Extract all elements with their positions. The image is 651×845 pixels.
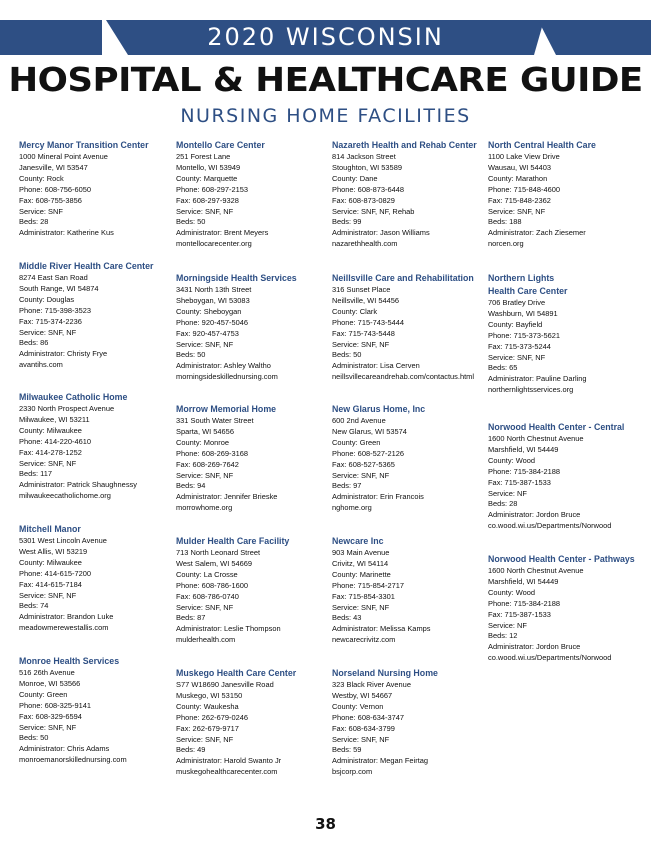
facility-detail-line: Crivitz, WI 54114 xyxy=(332,558,389,568)
facility-detail-line: New Glarus, WI 53574 xyxy=(332,426,407,436)
header-banner xyxy=(0,0,651,56)
facility-detail-line: Phone: 715-398-3523 xyxy=(19,305,92,315)
facility-detail-line: milwaukeecatholichome.org xyxy=(19,491,111,501)
facility-name: Morningside Health Services xyxy=(176,273,297,283)
facility-detail-line: S77 W18690 Janesville Road xyxy=(176,680,274,689)
facility-detail-line: County: Marquette xyxy=(176,173,238,183)
facility-detail-line: Administrator: Jordon Bruce xyxy=(488,642,581,652)
facility-detail-line: 251 Forest Lane xyxy=(176,152,231,161)
facility-detail-line: Phone: 414-220-4610 xyxy=(19,436,92,446)
facility-detail-line: Service: SNF xyxy=(19,206,63,216)
facility-detail-line: County: Marathon xyxy=(488,173,548,183)
facility-detail-line: County: Green xyxy=(19,689,68,699)
facility-detail-line: County: Bayfield xyxy=(488,319,543,329)
facility-detail-line: 814 Jackson Street xyxy=(332,152,396,161)
facility-detail-line: Administrator: Brandon Luke xyxy=(19,612,114,622)
facility-detail-line: Fax: 715-387-1533 xyxy=(488,477,551,487)
facility-detail-line: Administrator: Christy Frye xyxy=(19,349,108,359)
facility-detail-line: 1000 Mineral Point Avenue xyxy=(19,152,108,161)
facility-detail-line: Fax: 608-269-7642 xyxy=(176,459,239,469)
facility-detail-line: Westby, WI 54667 xyxy=(332,690,393,700)
facility-entry xyxy=(332,272,487,383)
banner-title: 2020 WISCONSIN xyxy=(207,23,444,51)
facility-detail-line: avantihs.com xyxy=(19,360,63,370)
facility-detail-line: Phone: 715-373-5621 xyxy=(488,330,561,340)
facility-detail-line: Fax: 715-743-5448 xyxy=(332,328,395,338)
facility-detail-line: Phone: 608-786-1600 xyxy=(176,580,249,590)
facility-entry xyxy=(176,403,331,514)
facility-detail-line: Beds: 86 xyxy=(19,338,49,348)
facility-name: Health Care Center xyxy=(488,286,568,296)
facility-name: Muskego Health Care Center xyxy=(176,668,297,678)
facility-detail-line: Muskego, WI 53150 xyxy=(176,690,243,700)
facility-detail-line: Phone: 715-848-4600 xyxy=(488,184,561,194)
facility-detail-line: Fax: 608-755-3856 xyxy=(19,195,82,205)
facility-detail-line: 903 Main Avenue xyxy=(332,548,390,557)
facility-detail-line: Administrator: Ashley Waltho xyxy=(176,361,271,371)
facility-detail-line: Fax: 715-854-3301 xyxy=(332,591,395,601)
facility-detail-line: Phone: 608-269-3168 xyxy=(176,448,249,458)
facility-detail-line: County: Rock xyxy=(19,173,64,183)
page-number: 38 xyxy=(315,815,336,833)
facility-detail-line: Phone: 608-325-9141 xyxy=(19,700,92,710)
facility-detail-line: Janesville, WI 53547 xyxy=(19,162,88,172)
facility-detail-line: 706 Bratley Drive xyxy=(488,298,546,307)
facility-entry xyxy=(332,667,487,778)
facility-name: Newcare Inc xyxy=(332,536,384,546)
facility-detail-line: County: Dane xyxy=(332,173,378,183)
facility-detail-line: Service: SNF, NF xyxy=(176,734,234,744)
facility-detail-line: Administrator: Jason Williams xyxy=(332,228,430,238)
facility-detail-line: Beds: 117 xyxy=(19,469,53,479)
facility-detail-line: Administrator: Leslie Thompson xyxy=(176,624,281,634)
facility-entry xyxy=(332,535,487,646)
facility-detail-line: Beds: 49 xyxy=(176,745,206,755)
facility-detail-line: County: Monroe xyxy=(176,437,230,447)
facility-entry xyxy=(488,421,643,532)
facility-detail-line: Service: SNF, NF xyxy=(19,590,77,600)
facility-detail-line: County: Marinette xyxy=(332,569,391,579)
facility-detail-line: Service: SNF, NF xyxy=(176,470,234,480)
facility-name: Norwood Health Center - Central xyxy=(488,422,625,432)
facility-detail-line: Beds: 50 xyxy=(176,350,206,360)
facility-detail-line: County: Milwaukee xyxy=(19,425,82,435)
facility-detail-line: Administrator: Zach Ziesemer xyxy=(488,228,586,238)
facility-detail-line: 316 Sunset Place xyxy=(332,285,391,294)
facility-detail-line: nazarethhealth.com xyxy=(332,239,398,249)
facility-detail-line: Montello, WI 53949 xyxy=(176,162,241,172)
facility-name: Mitchell Manor xyxy=(19,524,81,534)
facility-detail-line: Service: SNF, NF xyxy=(19,327,77,337)
facility-detail-line: West Salem, WI 54669 xyxy=(176,558,253,568)
facility-detail-line: Milwaukee, WI 53211 xyxy=(19,414,90,424)
facility-name: Middle River Health Care Center xyxy=(19,261,154,271)
facility-detail-line: Phone: 715-384-2188 xyxy=(488,598,561,608)
facility-detail-line: Marshfield, WI 54449 xyxy=(488,444,559,454)
facility-detail-line: Administrator: Patrick Shaughnessy xyxy=(19,480,138,490)
facility-detail-line: Beds: 97 xyxy=(332,481,362,491)
facility-detail-line: Sheboygan, WI 53083 xyxy=(176,295,250,305)
facility-entry xyxy=(19,260,174,371)
facility-detail-line: County: Green xyxy=(332,437,381,447)
facility-detail-line: Service: SNF, NF xyxy=(332,470,390,480)
facility-detail-line: Beds: 50 xyxy=(332,350,362,360)
facility-detail-line: County: Milwaukee xyxy=(19,557,82,567)
facility-detail-line: 5301 West Lincoln Avenue xyxy=(19,536,107,545)
facility-entry xyxy=(176,667,331,778)
facility-entry xyxy=(488,553,643,664)
facility-detail-line: Service: SNF, NF xyxy=(176,206,234,216)
facility-detail-line: Beds: 28 xyxy=(19,217,49,227)
facility-detail-line: Fax: 262-679-9717 xyxy=(176,723,239,733)
facility-detail-line: County: Wood xyxy=(488,455,536,465)
facility-detail-line: Service: SNF, NF xyxy=(332,339,390,349)
facility-detail-line: Phone: 715-854-2717 xyxy=(332,580,405,590)
facility-detail-line: Phone: 608-634-3747 xyxy=(332,712,405,722)
section-subtitle: NURSING HOME FACILITIES xyxy=(180,105,471,127)
facility-detail-line: Beds: 99 xyxy=(332,217,362,227)
facility-detail-line: newcarecrivitz.com xyxy=(332,635,396,645)
facility-detail-line: Service: SNF, NF xyxy=(488,352,546,362)
facility-detail-line: norcen.org xyxy=(488,239,524,249)
facility-detail-line: Phone: 715-743-5444 xyxy=(332,317,405,327)
facility-name: Mercy Manor Transition Center xyxy=(19,140,149,150)
facility-detail-line: Service: SNF, NF, Rehab xyxy=(332,206,415,216)
facility-name: Norseland Nursing Home xyxy=(332,668,438,678)
facility-detail-line: West Allis, WI 53219 xyxy=(19,546,88,556)
facility-detail-line: Phone: 262-679-0246 xyxy=(176,712,249,722)
facility-name: Norwood Health Center - Pathways xyxy=(488,554,635,564)
facility-name: Morrow Memorial Home xyxy=(176,404,277,414)
facility-detail-line: co.wood.wi.us/Departments/Norwood xyxy=(488,521,612,531)
facility-detail-line: Fax: 608-873-0829 xyxy=(332,195,395,205)
facility-detail-line: 516 26th Avenue xyxy=(19,668,75,677)
facility-detail-line: 8274 East San Road xyxy=(19,273,88,282)
facility-detail-line: Phone: 414-615-7200 xyxy=(19,568,92,578)
facility-entry xyxy=(488,139,643,250)
facility-entry xyxy=(176,535,331,646)
facility-entry xyxy=(19,391,174,502)
facility-detail-line: morningsideskillednursing.com xyxy=(176,372,278,382)
facility-detail-line: neillsvillecareandrehab.com/contactus.html xyxy=(332,372,475,382)
facility-detail-line: 1600 North Chestnut Avenue xyxy=(488,566,584,575)
facility-detail-line: 2330 North Prospect Avenue xyxy=(19,404,115,413)
facility-detail-line: Service: SNF, NF xyxy=(19,458,77,468)
facility-detail-line: Administrator: Megan Feirtag xyxy=(332,756,429,766)
facility-detail-line: 713 North Leonard Street xyxy=(176,548,261,557)
facility-detail-line: Fax: 608-786-0740 xyxy=(176,591,239,601)
facility-detail-line: Phone: 608-756-6050 xyxy=(19,184,92,194)
facility-detail-line: Service: SNF, NF xyxy=(488,206,546,216)
facility-detail-line: muskegohealthcarecenter.com xyxy=(176,767,278,777)
facility-entry xyxy=(176,272,331,383)
facility-detail-line: Beds: 50 xyxy=(176,217,206,227)
facility-detail-line: mulderhealth.com xyxy=(176,635,236,645)
facility-detail-line: Fax: 608-634-3799 xyxy=(332,723,395,733)
facility-name: Montello Care Center xyxy=(176,140,265,150)
facility-detail-line: bsjcorp.com xyxy=(332,767,373,777)
facility-detail-line: nghome.org xyxy=(332,503,372,513)
facility-detail-line: Service: SNF, NF xyxy=(176,339,234,349)
facility-detail-line: Beds: 50 xyxy=(19,733,49,743)
facility-detail-line: 3431 North 13th Street xyxy=(176,285,252,294)
facility-detail-line: Phone: 715-384-2188 xyxy=(488,466,561,476)
facility-detail-line: Service: SNF, NF xyxy=(332,734,390,744)
facility-detail-line: montellocarecenter.org xyxy=(176,239,252,249)
facility-detail-line: Fax: 608-297-9328 xyxy=(176,195,239,205)
facility-detail-line: Beds: 94 xyxy=(176,481,206,491)
facility-detail-line: Wausau, WI 54403 xyxy=(488,162,552,172)
facility-detail-line: Administrator: Jordon Bruce xyxy=(488,510,581,520)
facility-detail-line: Fax: 414-615-7184 xyxy=(19,579,82,589)
facility-detail-line: Fax: 715-848-2362 xyxy=(488,195,551,205)
facility-detail-line: Administrator: Chris Adams xyxy=(19,744,110,754)
facility-entry xyxy=(176,139,331,250)
facility-entry xyxy=(488,272,643,396)
facility-detail-line: County: Sheboygan xyxy=(176,306,242,316)
page-title: HOSPITAL & HEALTHCARE GUIDE xyxy=(8,60,643,99)
facility-detail-line: Fax: 715-387-1533 xyxy=(488,609,551,619)
facility-detail-line: Administrator: Katherine Kus xyxy=(19,228,114,238)
facility-detail-line: Beds: 87 xyxy=(176,613,206,623)
facility-detail-line: Administrator: Pauline Darling xyxy=(488,374,587,384)
facility-detail-line: morrowhome.org xyxy=(176,503,233,513)
facility-detail-line: Administrator: Erin Francois xyxy=(332,492,424,502)
facility-detail-line: Phone: 608-873-6448 xyxy=(332,184,405,194)
facility-detail-line: monroemanorskillednursing.com xyxy=(19,755,127,765)
facility-detail-line: Administrator: Brent Meyers xyxy=(176,228,269,238)
facility-name: Northern Lights xyxy=(488,273,555,283)
facility-detail-line: Administrator: Lisa Cerven xyxy=(332,361,420,371)
facility-detail-line: Beds: 188 xyxy=(488,217,522,227)
facility-detail-line: Fax: 920-457-4753 xyxy=(176,328,239,338)
facility-entry xyxy=(332,139,487,250)
facility-detail-line: County: Clark xyxy=(332,306,378,316)
facility-name: North Central Health Care xyxy=(488,140,596,150)
facility-detail-line: co.wood.wi.us/Departments/Norwood xyxy=(488,653,612,663)
facility-name: Nazareth Health and Rehab Center xyxy=(332,140,477,150)
facility-detail-line: Phone: 608-297-2153 xyxy=(176,184,249,194)
facility-name: Mulder Health Care Facility xyxy=(176,536,290,546)
facility-detail-line: Washburn, WI 54891 xyxy=(488,308,558,318)
facility-detail-line: Monroe, WI 53566 xyxy=(19,678,81,688)
facility-entry xyxy=(332,403,487,514)
facility-detail-line: Beds: 12 xyxy=(488,631,518,641)
facility-detail-line: Beds: 43 xyxy=(332,613,362,623)
facility-detail-line: 1100 Lake View Drive xyxy=(488,152,560,161)
facility-detail-line: Fax: 608-527-5365 xyxy=(332,459,395,469)
facility-detail-line: County: La Crosse xyxy=(176,569,238,579)
facility-detail-line: Beds: 74 xyxy=(19,601,49,611)
facility-name: Neillsville Care and Rehabilitation xyxy=(332,273,474,283)
facility-name: Monroe Health Services xyxy=(19,656,120,666)
facility-entry xyxy=(19,139,174,239)
facility-detail-line: Beds: 59 xyxy=(332,745,362,755)
facility-name: Milwaukee Catholic Home xyxy=(19,392,128,402)
facility-detail-line: Fax: 414-278-1252 xyxy=(19,447,82,457)
facility-entry xyxy=(19,655,174,766)
facility-detail-line: South Range, WI 54874 xyxy=(19,283,99,293)
facility-detail-line: 331 South Water Street xyxy=(176,416,254,425)
facility-detail-line: northernlightsservices.org xyxy=(488,385,574,395)
facility-detail-line: Fax: 608-329-6594 xyxy=(19,711,82,721)
facility-detail-line: Fax: 715-373-5244 xyxy=(488,341,551,351)
facility-detail-line: County: Wood xyxy=(488,587,536,597)
facility-detail-line: Administrator: Harold Swanto Jr xyxy=(176,756,282,766)
facility-detail-line: Service: SNF, NF xyxy=(332,602,390,612)
facility-detail-line: Service: SNF, NF xyxy=(19,722,77,732)
facility-detail-line: Administrator: Jennifer Brieske xyxy=(176,492,278,502)
facility-detail-line: Phone: 608-527-2126 xyxy=(332,448,405,458)
facility-detail-line: Neillsville, WI 54456 xyxy=(332,295,400,305)
facility-detail-line: 1600 North Chestnut Avenue xyxy=(488,434,584,443)
facility-detail-line: Sparta, WI 54656 xyxy=(176,426,234,436)
facility-detail-line: Beds: 65 xyxy=(488,363,518,373)
facility-detail-line: Marshfield, WI 54449 xyxy=(488,576,559,586)
facility-detail-line: Beds: 28 xyxy=(488,499,518,509)
facility-detail-line: County: Vernon xyxy=(332,701,384,711)
facility-detail-line: Phone: 920-457-5046 xyxy=(176,317,249,327)
facility-detail-line: County: Douglas xyxy=(19,294,75,304)
facility-detail-line: Service: NF xyxy=(488,620,527,630)
facility-name: New Glarus Home, Inc xyxy=(332,404,426,414)
facility-detail-line: 600 2nd Avenue xyxy=(332,416,386,425)
facility-detail-line: Service: NF xyxy=(488,488,527,498)
facility-entry xyxy=(19,523,174,634)
facility-detail-line: Fax: 715-374-2236 xyxy=(19,316,82,326)
facility-detail-line: Stoughton, WI 53589 xyxy=(332,162,403,172)
facility-detail-line: meadowmerewestallis.com xyxy=(19,623,109,633)
facility-detail-line: 323 Black River Avenue xyxy=(332,680,411,689)
facility-detail-line: County: Waukesha xyxy=(176,701,239,711)
facility-detail-line: Service: SNF, NF xyxy=(176,602,234,612)
facility-detail-line: Administrator: Melissa Kamps xyxy=(332,624,431,634)
